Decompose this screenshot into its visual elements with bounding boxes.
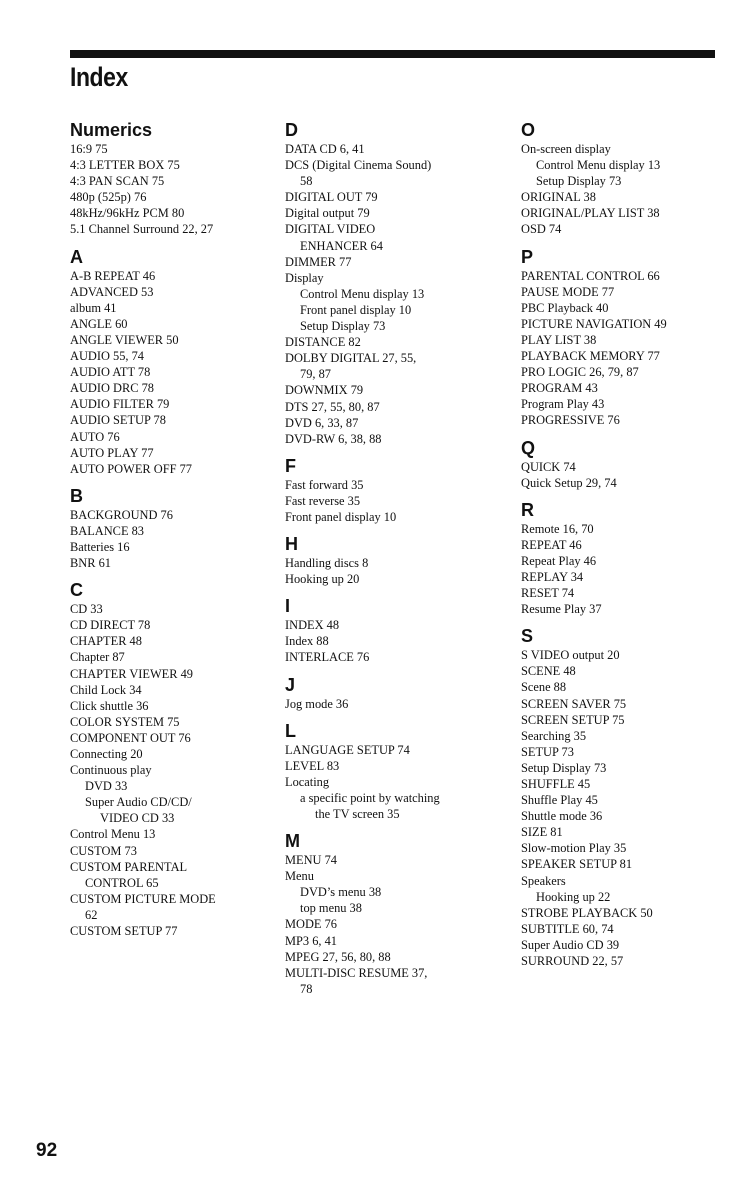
index-entry: CUSTOM 73 <box>70 843 137 858</box>
index-entry: PICTURE NAVIGATION 49 <box>521 316 667 331</box>
index-entry: MPEG 27, 56, 80, 88 <box>285 949 391 964</box>
index-entry: INDEX 48 <box>285 618 340 633</box>
index-entry: PARENTAL CONTROL 66 <box>521 268 660 283</box>
index-entry: MP3 6, 41 <box>285 933 337 948</box>
index-entry: DIGITAL OUT 79 <box>285 190 378 205</box>
index-entry: the TV screen 35 <box>315 807 400 821</box>
section-heading: J <box>285 674 296 695</box>
index-entry: 79, 87 <box>300 367 331 382</box>
index-entry: Repeat Play 46 <box>521 553 597 568</box>
index-column-2 <box>285 120 505 997</box>
index-entry: SPEAKER SETUP 81 <box>521 857 633 872</box>
index-entry: AUDIO FILTER 79 <box>70 397 170 412</box>
index-entry: MODE 76 <box>285 917 337 932</box>
section-heading: R <box>521 499 534 520</box>
section-heading: M <box>285 831 300 852</box>
index-entry: Control Menu display 13 <box>300 286 425 301</box>
index-entry: CUSTOM PICTURE MODE <box>70 891 216 906</box>
index-entry: MENU 74 <box>285 853 337 868</box>
index-entry: SCREEN SAVER 75 <box>521 696 627 711</box>
index-entry: Chapter 87 <box>70 650 125 665</box>
index-entry: AUTO 76 <box>70 429 120 444</box>
index-entry: SHUFFLE 45 <box>521 777 591 791</box>
index-entry: PLAY LIST 38 <box>521 332 597 347</box>
section-heading: D <box>285 120 298 140</box>
index-entry: Fast forward 35 <box>285 477 364 492</box>
index-entry: On-screen display <box>521 142 611 156</box>
index-entry: CD DIRECT 78 <box>70 618 151 633</box>
index-entry: AUTO POWER OFF 77 <box>70 461 192 476</box>
index-entry: AUDIO DRC 78 <box>70 381 154 396</box>
index-entry: 48kHz/96kHz PCM 80 <box>70 206 185 221</box>
index-entry: VIDEO CD 33 <box>100 811 175 826</box>
index-entry: Hooking up 22 <box>536 889 611 904</box>
index-entry: Super Audio CD/CD/ <box>85 795 192 810</box>
index-entry: STROBE PLAYBACK 50 <box>521 905 653 920</box>
index-entry: BNR 61 <box>70 556 111 571</box>
index-entry: SUBTITLE 60, 74 <box>521 921 614 936</box>
index-entry: LEVEL 83 <box>285 758 340 773</box>
index-entry: Index 88 <box>285 634 329 649</box>
index-entry: OSD 74 <box>521 222 562 237</box>
index-entry: Digital output 79 <box>285 206 370 221</box>
index-entry: Front panel display 10 <box>285 509 397 524</box>
index-entry: Jog mode 36 <box>285 696 349 711</box>
index-entry: Super Audio CD 39 <box>521 937 620 952</box>
index-entry: QUICK 74 <box>521 459 576 474</box>
index-entry: Shuffle Play 45 <box>521 793 598 808</box>
index-entry: top menu 38 <box>300 901 362 916</box>
section-heading: B <box>70 485 83 506</box>
index-entry: SIZE 81 <box>521 825 563 840</box>
index-entry: DATA CD 6, 41 <box>285 142 365 156</box>
index-entry: Control Menu display 13 <box>536 158 661 173</box>
index-entry: DISTANCE 82 <box>285 335 361 350</box>
index-entry: ANGLE 60 <box>70 316 128 331</box>
index-entry: CD 33 <box>70 602 103 617</box>
section-heading: L <box>285 720 296 741</box>
index-entry: CUSTOM SETUP 77 <box>70 924 178 939</box>
index-entry: DCS (Digital Cinema Sound) <box>285 158 432 173</box>
index-entry: album 41 <box>70 300 117 315</box>
index-entry: Setup Display 73 <box>521 760 607 775</box>
index-entry: 4:3 LETTER BOX 75 <box>70 158 180 173</box>
index-column-3 <box>521 120 741 969</box>
index-entry: COMPONENT OUT 76 <box>70 730 191 745</box>
index-entry: 4:3 PAN SCAN 75 <box>70 174 165 189</box>
index-entry: Searching 35 <box>521 728 587 743</box>
index-entry: CUSTOM PARENTAL <box>70 859 188 874</box>
index-entry: SURROUND 22, 57 <box>521 954 624 969</box>
index-entry: CHAPTER VIEWER 49 <box>70 666 193 681</box>
index-entry: ORIGINAL/PLAY LIST 38 <box>521 206 660 221</box>
index-entry: DOWNMIX 79 <box>285 383 364 398</box>
index-entry: Quick Setup 29, 74 <box>521 475 617 490</box>
index-entry: PLAYBACK MEMORY 77 <box>521 349 660 364</box>
index-entry: DVD 33 <box>85 779 128 794</box>
index-entry: S VIDEO output 20 <box>521 648 620 663</box>
index-entry: Locating <box>285 774 330 789</box>
index-entry: 78 <box>300 981 313 996</box>
index-entry: 58 <box>300 174 313 189</box>
index-entry: BALANCE 83 <box>70 523 144 538</box>
index-entry: PBC Playback 40 <box>521 300 609 315</box>
index-entry: LANGUAGE SETUP 74 <box>285 742 410 757</box>
section-heading: S <box>521 626 534 647</box>
index-entry: PAUSE MODE 77 <box>521 284 615 299</box>
index-entry: Hooking up 20 <box>285 572 360 587</box>
index-column-1 <box>70 120 290 939</box>
index-entry: AUDIO SETUP 78 <box>70 413 166 428</box>
index-entry: AUTO PLAY 77 <box>70 445 154 460</box>
index-entry: ADVANCED 53 <box>70 284 154 299</box>
index-entry: A-B REPEAT 46 <box>70 268 156 283</box>
index-entry: ANGLE VIEWER 50 <box>70 332 179 347</box>
index-entry: DIGITAL VIDEO <box>285 222 376 237</box>
index-entry: DIMMER 77 <box>285 254 352 269</box>
index-entry: Slow-motion Play 35 <box>521 841 627 856</box>
index-entry: AUDIO 55, 74 <box>70 349 144 364</box>
index-entry: Continuous play <box>70 763 152 778</box>
index-entry: Fast reverse 35 <box>285 493 361 508</box>
top-rule <box>70 50 715 58</box>
index-entry: Shuttle mode 36 <box>521 809 603 824</box>
section-heading: F <box>285 455 296 476</box>
index-entry: REPLAY 34 <box>521 569 584 584</box>
index-entry: SCENE 48 <box>521 664 576 679</box>
index-entry: Handling discs 8 <box>285 556 369 571</box>
index-entry: PROGRESSIVE 76 <box>521 413 620 428</box>
index-entry: Display <box>285 270 324 285</box>
index-entry: Connecting 20 <box>70 747 143 761</box>
index-entry: COLOR SYSTEM 75 <box>70 714 180 729</box>
index-entry: Front panel display 10 <box>300 302 412 317</box>
index-entry: PRO LOGIC 26, 79, 87 <box>521 365 639 380</box>
index-entry: DTS 27, 55, 80, 87 <box>285 399 380 414</box>
section-heading: Q <box>521 437 536 458</box>
index-entry: 16:9 75 <box>70 142 108 156</box>
index-entry: Program Play 43 <box>521 397 605 412</box>
index-entry: Resume Play 37 <box>521 602 602 617</box>
index-entry: RESET 74 <box>521 586 575 601</box>
section-heading: Numerics <box>70 120 153 140</box>
index-entry: CONTROL 65 <box>85 875 159 890</box>
index-entry: 62 <box>85 907 98 922</box>
index-entry: 480p (525p) 76 <box>70 190 147 205</box>
index-entry: REPEAT 46 <box>521 537 582 552</box>
section-heading: I <box>285 596 291 617</box>
section-heading: A <box>70 246 83 267</box>
index-entry: Scene 88 <box>521 680 567 695</box>
index-entry: a specific point by watching <box>300 790 440 805</box>
index-entry: Speakers <box>521 873 566 888</box>
index-entry: BACKGROUND 76 <box>70 507 173 522</box>
index-entry: Child Lock 34 <box>70 682 142 697</box>
index-entry: DVD-RW 6, 38, 88 <box>285 431 382 446</box>
index-entry: SCREEN SETUP 75 <box>521 712 625 727</box>
section-heading: H <box>285 534 298 555</box>
index-entry: Click shuttle 36 <box>70 698 149 713</box>
index-entry: DVD 6, 33, 87 <box>285 415 359 430</box>
index-entry: MULTI-DISC RESUME 37, <box>285 965 428 980</box>
index-entry: DVD’s menu 38 <box>300 885 382 900</box>
index-entry: ORIGINAL 38 <box>521 190 596 205</box>
index-entry: Setup Display 73 <box>300 319 386 334</box>
index-entry: DOLBY DIGITAL 27, 55, <box>285 351 417 366</box>
section-heading: O <box>521 120 536 140</box>
section-heading: P <box>521 246 534 267</box>
index-entry: PROGRAM 43 <box>521 381 598 396</box>
index-entry: AUDIO ATT 78 <box>70 365 151 380</box>
section-heading: C <box>70 580 83 601</box>
index-entry: INTERLACE 76 <box>285 650 370 665</box>
index-entry: ENHANCER 64 <box>300 238 383 253</box>
index-entry: Remote 16, 70 <box>521 521 594 536</box>
index-entry: Control Menu 13 <box>70 827 156 842</box>
index-entry: CHAPTER 48 <box>70 634 142 649</box>
page-number: 92 <box>36 1140 58 1161</box>
index-entry: Batteries 16 <box>70 539 130 554</box>
index-entry: Setup Display 73 <box>536 174 622 189</box>
index-entry: 5.1 Channel Surround 22, 27 <box>70 222 214 237</box>
index-entry: Menu <box>285 869 314 884</box>
index-entry: SETUP 73 <box>521 744 574 759</box>
page-title: Index <box>70 62 128 92</box>
